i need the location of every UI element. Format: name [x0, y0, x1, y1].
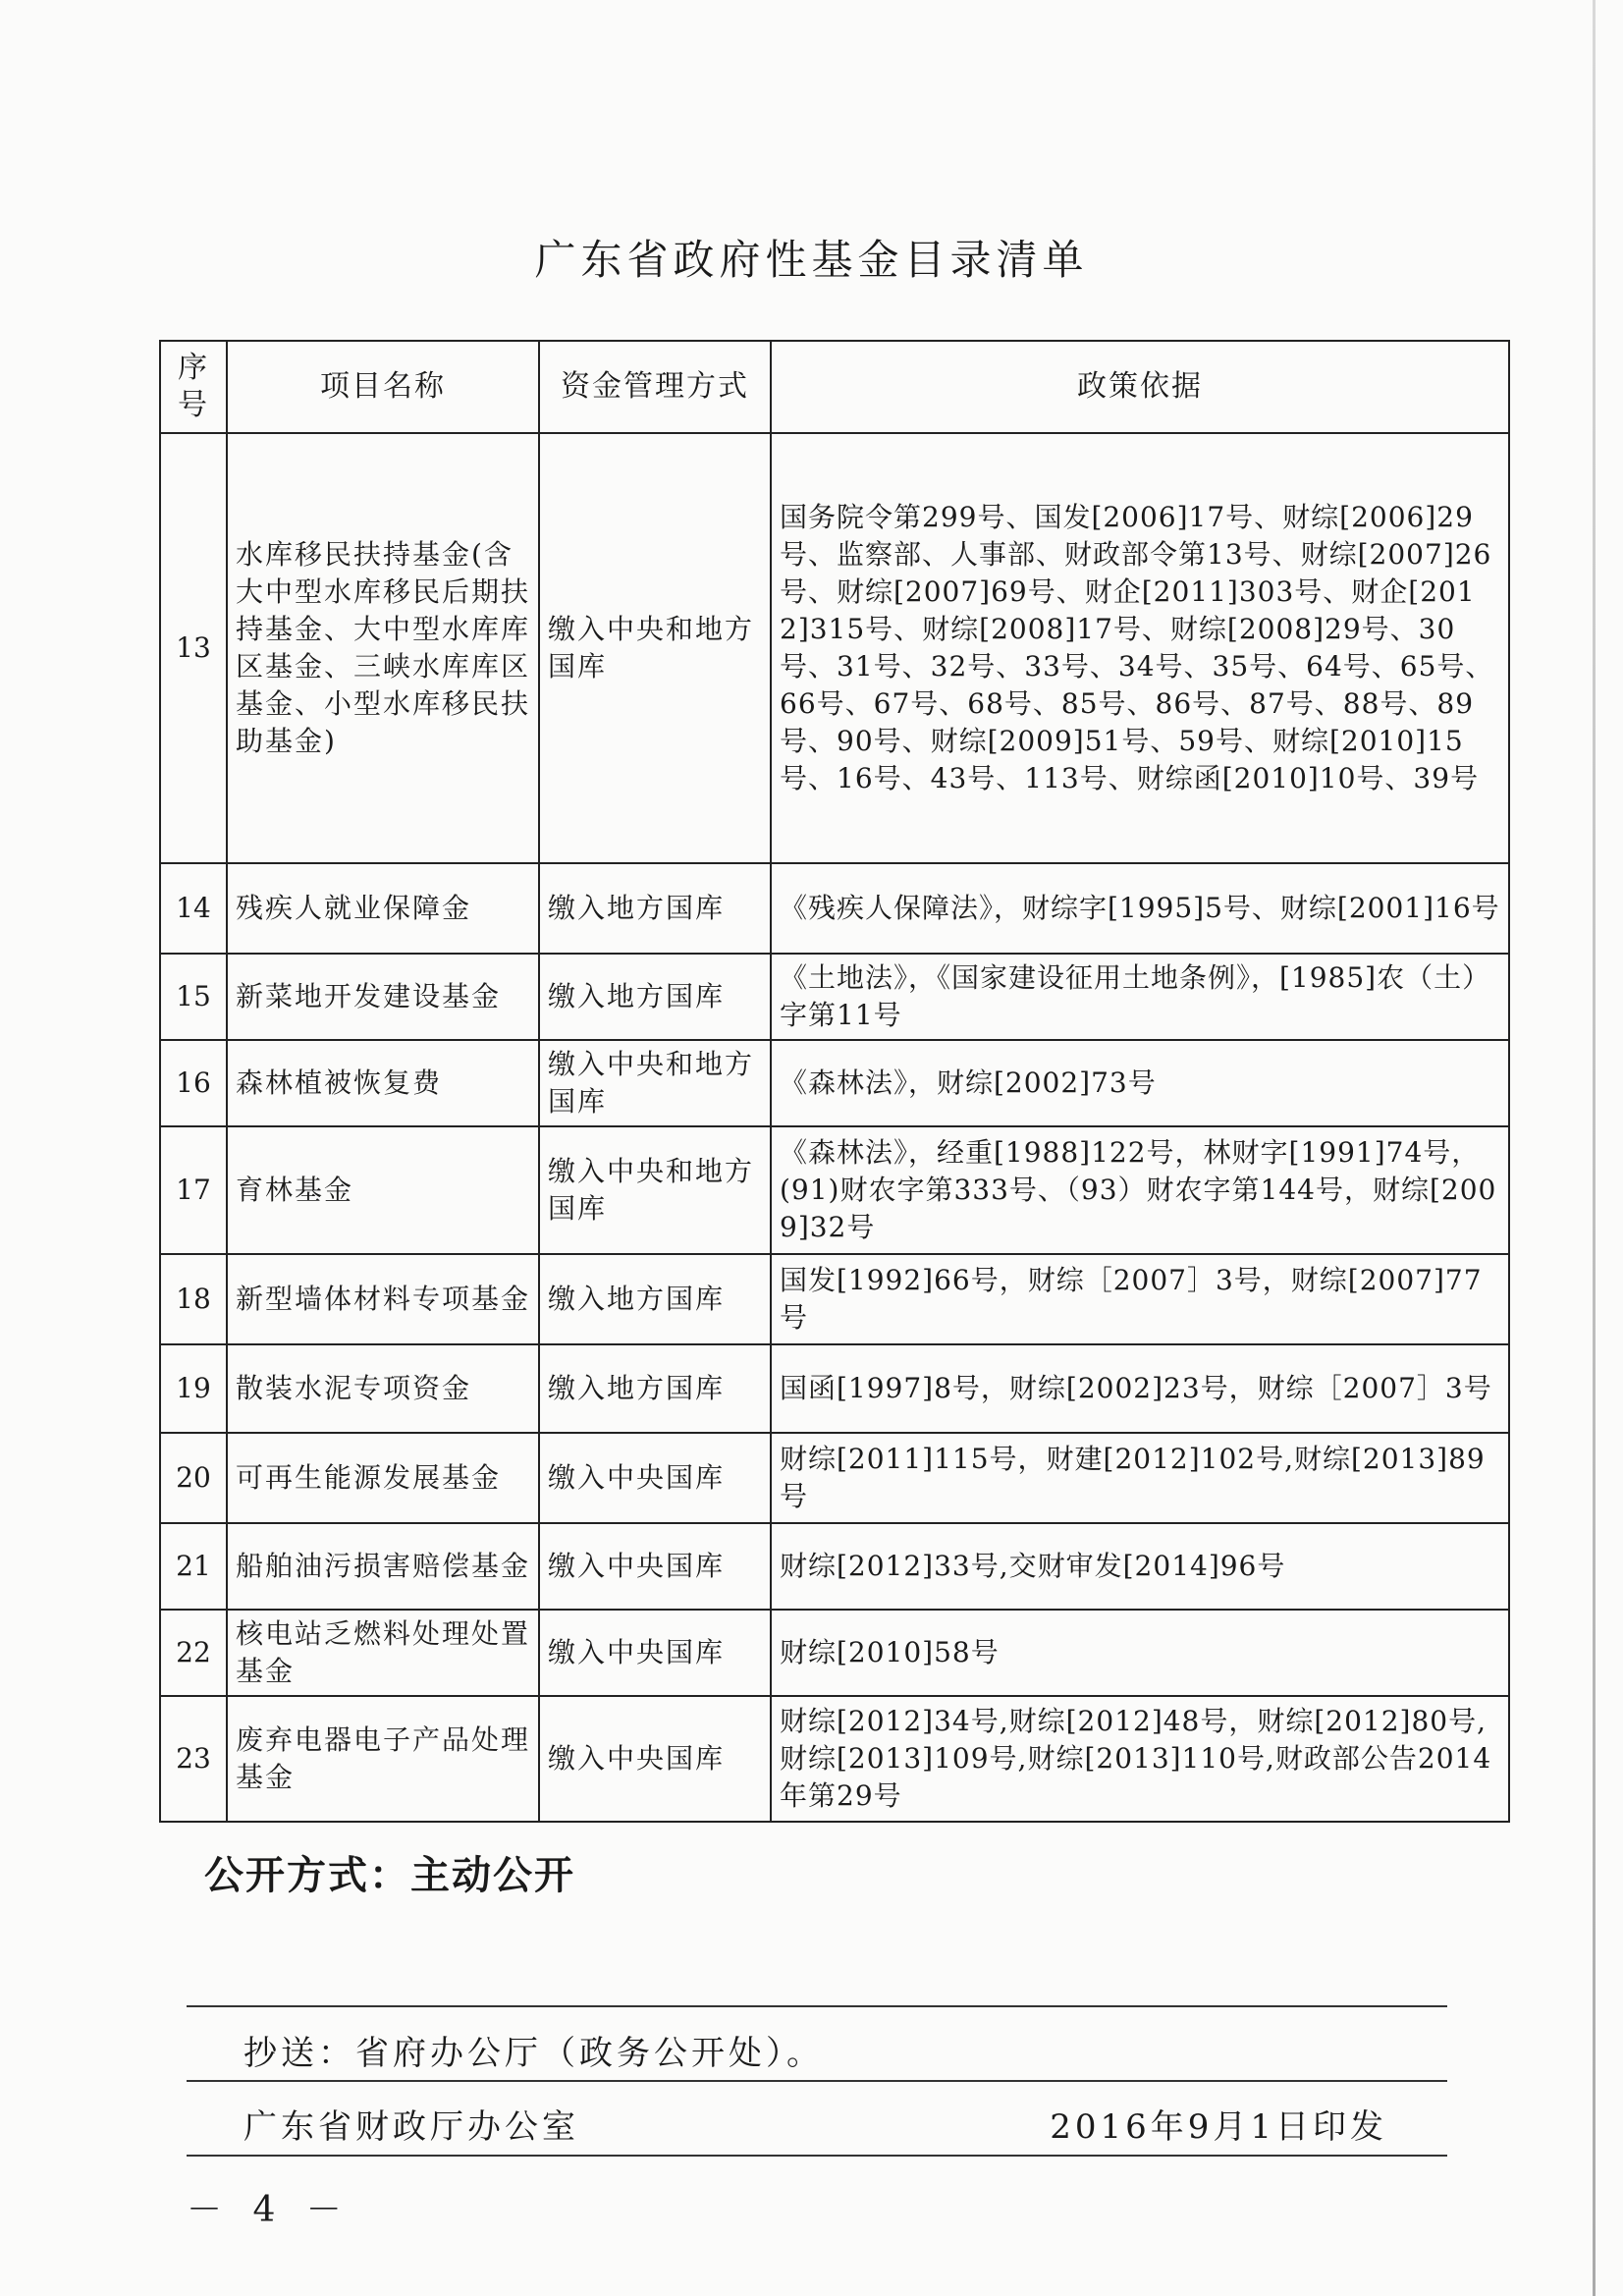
table-header-row [160, 341, 1509, 433]
row-policy: 财综[2010]58号 [771, 1610, 1509, 1696]
row-name: 水库移民扶持基金(含大中型水库移民后期扶持基金、大中型水库库区基金、三峡水库库区基金、小型水库移民扶助基金) [227, 433, 539, 863]
row-name: 废弃电器电子产品处理基金 [227, 1696, 539, 1822]
row-name: 新菜地开发建设基金 [227, 954, 539, 1040]
table-row [160, 1126, 1509, 1254]
row-management: 缴入中央国库 [539, 1696, 771, 1822]
row-no: 15 [160, 954, 227, 1040]
table-row [160, 433, 1509, 863]
row-policy: 财综[2012]33号,交财审发[2014]96号 [771, 1523, 1509, 1610]
row-no: 14 [160, 863, 227, 954]
row-no: 19 [160, 1344, 227, 1433]
row-policy: 财综[2012]34号,财综[2012]48号，财综[2012]80号,财综[2013]109号,财综[2013]110号,财政部公告2014年第29号 [771, 1696, 1509, 1822]
row-management: 缴入地方国库 [539, 954, 771, 1040]
divider-top [187, 2005, 1447, 2007]
page-number: － 4 － [187, 2190, 352, 2230]
row-name: 新型墙体材料专项基金 [227, 1254, 539, 1344]
row-policy: 国函[1997]8号，财综[2002]23号，财综［2007］3号 [771, 1344, 1509, 1433]
scan-edge-shadow [1593, 0, 1596, 2296]
row-policy: 国务院令第299号、国发[2006]17号、财综[2006]29号、监察部、人事部、财政部令第13号、财综[2007]26号、财综[2007]69号、财企[2011]303号、财企[2012]315号、财综[2008]17号、财综[2008]29号、30号、31号、32号、33号、34号、35号、64号、65号、66号、67号、68号、85号、86号、87号、88号、89号、90号、财综[2009]51号、59号、财综[2010]15号、16号、43号、113号、财综函[2010]10号、39号 [771, 433, 1509, 863]
issue-date: 2016年9月1日印发 [1050, 2107, 1387, 2147]
row-management: 缴入中央和地方国库 [539, 1126, 771, 1254]
row-name: 船舶油污损害赔偿基金 [227, 1523, 539, 1610]
row-name: 育林基金 [227, 1126, 539, 1254]
row-no: 18 [160, 1254, 227, 1344]
row-no: 23 [160, 1696, 227, 1822]
fund-catalog-table [159, 340, 1510, 1823]
row-no: 21 [160, 1523, 227, 1610]
divider-bottom [187, 2155, 1447, 2157]
table-row [160, 1254, 1509, 1344]
table-row [160, 1610, 1509, 1696]
cc-line: 抄送：省府办公厅（政务公开处）。 [243, 2034, 824, 2073]
row-management: 缴入地方国库 [539, 1344, 771, 1433]
table-row [160, 1433, 1509, 1523]
row-no: 16 [160, 1040, 227, 1126]
row-no: 17 [160, 1126, 227, 1254]
row-management: 缴入中央国库 [539, 1433, 771, 1523]
table-row [160, 863, 1509, 954]
table-row [160, 1344, 1509, 1433]
row-management: 缴入地方国库 [539, 863, 771, 954]
row-policy: 《土地法》，《国家建设征用土地条例》，[1985]农（土）字第11号 [771, 954, 1509, 1040]
row-name: 核电站乏燃料处理处置基金 [227, 1610, 539, 1696]
row-name: 残疾人就业保障金 [227, 863, 539, 954]
row-name: 散装水泥专项资金 [227, 1344, 539, 1433]
header-no: 序号 [160, 341, 227, 433]
row-name: 森林植被恢复费 [227, 1040, 539, 1126]
row-policy: 《森林法》，财综[2002]73号 [771, 1040, 1509, 1126]
table-row [160, 1523, 1509, 1610]
row-management: 缴入中央国库 [539, 1610, 771, 1696]
issuing-office: 广东省财政厅办公室 [243, 2107, 579, 2147]
table-row [160, 954, 1509, 1040]
table-row [160, 1040, 1509, 1126]
disclosure-method: 公开方式：主动公开 [204, 1853, 575, 1898]
row-policy: 《残疾人保障法》，财综字[1995]5号、财综[2001]16号 [771, 863, 1509, 954]
row-management: 缴入中央国库 [539, 1523, 771, 1610]
header-name: 项目名称 [227, 341, 539, 433]
table-row [160, 1696, 1509, 1822]
row-policy: 国发[1992]66号，财综［2007］3号，财综[2007]77号 [771, 1254, 1509, 1344]
row-no: 22 [160, 1610, 227, 1696]
row-policy: 财综[2011]115号，财建[2012]102号,财综[2013]89号 [771, 1433, 1509, 1523]
header-policy: 政策依据 [771, 341, 1509, 433]
row-management: 缴入中央和地方国库 [539, 1040, 771, 1126]
row-no: 20 [160, 1433, 227, 1523]
row-no: 13 [160, 433, 227, 863]
row-name: 可再生能源发展基金 [227, 1433, 539, 1523]
divider-middle [187, 2080, 1447, 2082]
row-management: 缴入中央和地方国库 [539, 433, 771, 863]
header-management: 资金管理方式 [539, 341, 771, 433]
row-management: 缴入地方国库 [539, 1254, 771, 1344]
row-policy: 《森林法》，经重[1988]122号，林财字[1991]74号，(91)财农字第333号、（93）财农字第144号，财综[2009]32号 [771, 1126, 1509, 1254]
page-title: 广东省政府性基金目录清单 [534, 236, 1089, 284]
